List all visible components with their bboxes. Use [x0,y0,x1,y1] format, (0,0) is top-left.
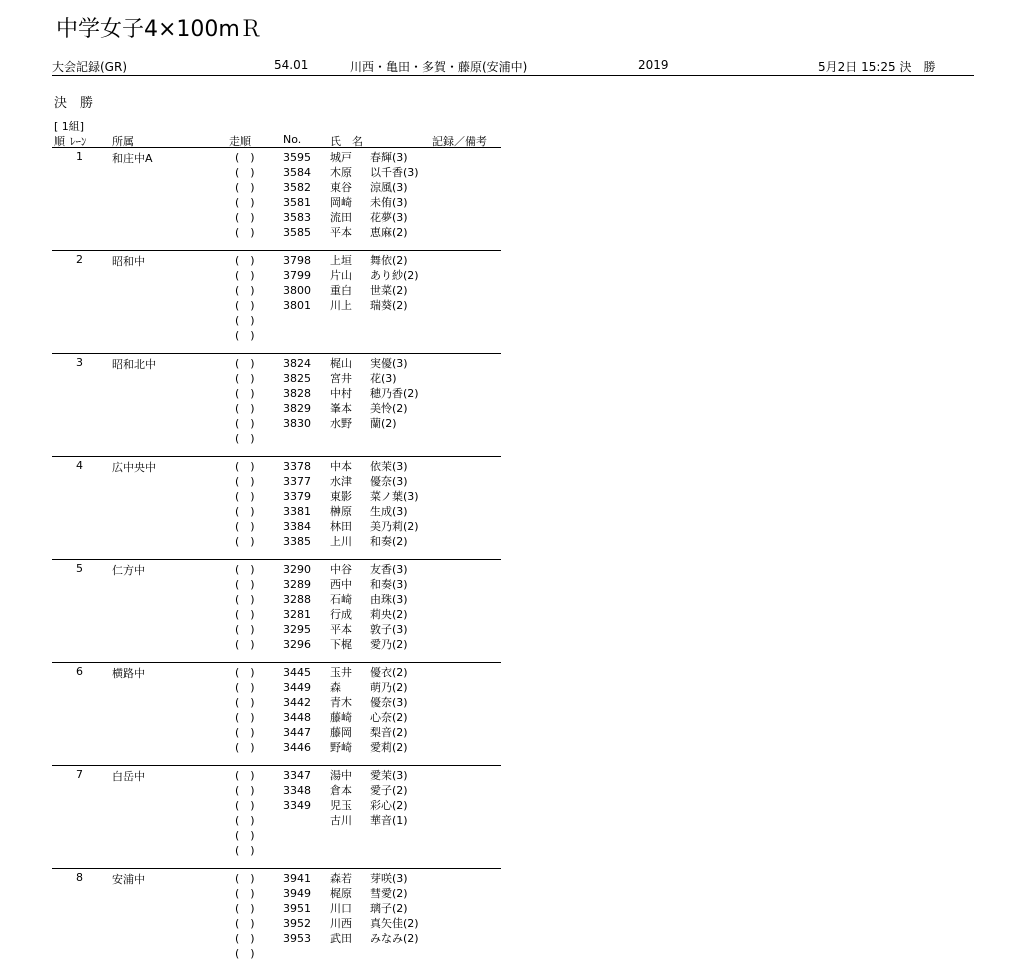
athlete-row [52,268,501,283]
athlete-given-name: 花(3) [370,372,397,385]
athlete-row [52,695,501,710]
run-order: ( ) [235,181,255,194]
athlete-given-name: 心奈(2) [370,711,408,724]
athlete-given-name: 真矢佳(2) [370,917,419,930]
run-order: ( ) [235,211,255,224]
athlete-given-name: 愛莉(2) [370,741,408,754]
team-lane: 7 [76,768,83,781]
athlete-row [52,504,501,519]
run-order: ( ) [235,814,255,827]
athlete-row [52,916,501,931]
athlete-surname: 古川 [330,814,352,827]
athlete-given-name: 以千香(3) [370,166,419,179]
run-order: ( ) [235,166,255,179]
athlete-surname: 川口 [330,902,352,915]
bib-number: 3379 [283,490,311,503]
bib-number: 3448 [283,711,311,724]
run-order: ( ) [235,254,255,267]
team-name: 安浦中 [112,873,145,886]
team-lane: 3 [76,356,83,369]
header-record: 記録／備考 [432,135,487,148]
athlete-row [52,386,501,401]
athlete-given-name: 愛子(2) [370,784,408,797]
athlete-surname: 行成 [330,608,352,621]
team-separator [52,559,501,560]
athlete-surname: 下梶 [330,638,352,651]
bib-number: 3446 [283,741,311,754]
run-order: ( ) [235,329,255,342]
athlete-given-name: 萌乃(2) [370,681,408,694]
athlete-surname: 梶原 [330,887,352,900]
athlete-surname: 上垣 [330,254,352,267]
team-name: 横路中 [112,667,145,680]
athlete-row [52,165,501,180]
meet-record-line [52,58,974,76]
athlete-given-name: 優奈(3) [370,696,408,709]
team-lane: 6 [76,665,83,678]
run-order: ( ) [235,417,255,430]
record-year: 2019 [638,58,669,72]
bib-number: 3288 [283,593,311,606]
run-order: ( ) [235,460,255,473]
run-order: ( ) [235,432,255,445]
athlete-row [52,828,501,843]
run-order: ( ) [235,829,255,842]
bib-number: 3348 [283,784,311,797]
athlete-given-name: みなみ(2) [370,932,419,945]
group-label: [ 1組] [54,120,85,133]
run-order: ( ) [235,196,255,209]
run-order: ( ) [235,284,255,297]
team-name: 昭和北中 [112,358,156,371]
athlete-given-name: 和奏(3) [370,578,408,591]
athlete-row [52,416,501,431]
athlete-surname: 川上 [330,299,352,312]
athlete-row [52,768,501,783]
athlete-surname: 玉井 [330,666,352,679]
athlete-row [52,298,501,313]
athlete-given-name: 美怜(2) [370,402,408,415]
athlete-surname: 西中 [330,578,352,591]
run-order: ( ) [235,666,255,679]
athlete-surname: 片山 [330,269,352,282]
header-no: No. [283,133,302,146]
athlete-row [52,783,501,798]
team-separator [52,868,501,869]
bib-number: 3583 [283,211,311,224]
run-order: ( ) [235,402,255,415]
athlete-surname: 水野 [330,417,352,430]
athlete-given-name: 敦子(3) [370,623,408,636]
athlete-surname: 木原 [330,166,352,179]
athlete-row [52,328,501,343]
athlete-given-name: 彩心(2) [370,799,408,812]
athlete-surname: 林田 [330,520,352,533]
bib-number: 3381 [283,505,311,518]
athlete-given-name: 恵麻(2) [370,226,408,239]
header-rank: 順 [54,135,65,148]
bib-number: 3953 [283,932,311,945]
bib-number: 3349 [283,799,311,812]
run-order: ( ) [235,269,255,282]
record-time: 54.01 [274,58,309,72]
athlete-given-name: 優奈(3) [370,475,408,488]
athlete-surname: 森 [330,681,341,694]
column-header [52,133,501,148]
athlete-given-name: 愛乃(2) [370,638,408,651]
athlete-given-name: 依茉(3) [370,460,408,473]
athlete-surname: 宮井 [330,372,352,385]
athlete-row [52,195,501,210]
athlete-surname: 藤崎 [330,711,352,724]
athlete-surname: 上川 [330,535,352,548]
team-separator [52,456,501,457]
athlete-surname: 川西 [330,917,352,930]
team-lane: 4 [76,459,83,472]
athlete-given-name: 華音(1) [370,814,408,827]
athlete-row [52,622,501,637]
athlete-given-name: 穂乃香(2) [370,387,419,400]
athlete-row [52,740,501,755]
athlete-row [52,665,501,680]
athlete-surname: 中村 [330,387,352,400]
athlete-row [52,356,501,371]
header-lane: ﾚｰﾝ [70,135,87,148]
bib-number: 3824 [283,357,311,370]
athlete-given-name: 世菜(2) [370,284,408,297]
run-order: ( ) [235,535,255,548]
run-order: ( ) [235,872,255,885]
bib-number: 3800 [283,284,311,297]
athlete-row [52,843,501,858]
athlete-row [52,253,501,268]
athlete-given-name: 優衣(2) [370,666,408,679]
bib-number: 3295 [283,623,311,636]
athlete-given-name: 実優(3) [370,357,408,370]
athlete-given-name: 芽咲(3) [370,872,408,885]
bib-number: 3296 [283,638,311,651]
athlete-surname: 倉本 [330,784,352,797]
run-order: ( ) [235,608,255,621]
athlete-row [52,592,501,607]
athlete-given-name: 美乃莉(2) [370,520,419,533]
athlete-given-name: 春輝(3) [370,151,408,164]
run-order: ( ) [235,681,255,694]
athlete-row [52,431,501,446]
athlete-row [52,150,501,165]
run-order: ( ) [235,490,255,503]
run-order: ( ) [235,741,255,754]
athlete-row [52,901,501,916]
athlete-given-name: 涼風(3) [370,181,408,194]
athlete-row [52,313,501,328]
run-order: ( ) [235,769,255,782]
athlete-surname: 青木 [330,696,352,709]
run-order: ( ) [235,387,255,400]
header-name: 氏 名 [330,135,363,148]
athlete-surname: 重白 [330,284,352,297]
athlete-row [52,474,501,489]
athlete-row [52,283,501,298]
athlete-surname: 藤岡 [330,726,352,739]
run-order: ( ) [235,151,255,164]
run-order: ( ) [235,902,255,915]
team-name: 白岳中 [112,770,145,783]
athlete-row [52,725,501,740]
athlete-given-name: 璃子(2) [370,902,408,915]
page-title: 中学女子4×100mＲ [56,17,262,42]
athlete-given-name: 由珠(3) [370,593,408,606]
bib-number: 3825 [283,372,311,385]
athlete-row [52,577,501,592]
bib-number: 3442 [283,696,311,709]
athlete-surname: 野崎 [330,741,352,754]
athlete-surname: 岡崎 [330,196,352,209]
bib-number: 3290 [283,563,311,576]
athlete-surname: 峯本 [330,402,352,415]
header-order: 走順 [229,135,251,148]
team-separator [52,662,501,663]
athlete-surname: 森若 [330,872,352,885]
team-lane: 2 [76,253,83,266]
run-order: ( ) [235,917,255,930]
run-order: ( ) [235,887,255,900]
athlete-row [52,519,501,534]
bib-number: 3582 [283,181,311,194]
athlete-surname: 梶山 [330,357,352,370]
run-order: ( ) [235,844,255,857]
athlete-given-name: 彗愛(2) [370,887,408,900]
run-order: ( ) [235,314,255,327]
athlete-given-name: 生成(3) [370,505,408,518]
athlete-row [52,225,501,240]
run-order: ( ) [235,226,255,239]
athlete-row [52,710,501,725]
bib-number: 3385 [283,535,311,548]
run-order: ( ) [235,299,255,312]
athlete-row [52,401,501,416]
bib-number: 3829 [283,402,311,415]
team-name: 広中央中 [112,461,156,474]
run-order: ( ) [235,357,255,370]
athlete-row [52,637,501,652]
athlete-given-name: 和奏(2) [370,535,408,548]
bib-number: 3828 [283,387,311,400]
athlete-surname: 平本 [330,623,352,636]
athlete-surname: 水津 [330,475,352,488]
athlete-surname: 東影 [330,490,352,503]
bib-number: 3449 [283,681,311,694]
run-order: ( ) [235,563,255,576]
event-datetime: 5月2日 15:25 決 勝 [818,60,936,74]
round-title: 決 勝 [54,96,94,111]
team-separator [52,353,501,354]
bib-number: 3447 [283,726,311,739]
bib-number: 3289 [283,578,311,591]
athlete-given-name: 未侑(3) [370,196,408,209]
bib-number: 3378 [283,460,311,473]
bib-number: 3952 [283,917,311,930]
team-name: 和庄中A [112,152,153,165]
athlete-given-name: 梨音(2) [370,726,408,739]
run-order: ( ) [235,638,255,651]
record-holders: 川西・亀田・多賀・藤原(安浦中) [350,60,528,74]
run-order: ( ) [235,711,255,724]
athlete-row [52,210,501,225]
team-name: 昭和中 [112,255,145,268]
bib-number: 3798 [283,254,311,267]
athlete-row [52,371,501,386]
run-order: ( ) [235,726,255,739]
athlete-row [52,607,501,622]
header-team: 所属 [112,135,134,148]
run-order: ( ) [235,505,255,518]
athlete-row [52,680,501,695]
athlete-surname: 武田 [330,932,352,945]
athlete-row [52,886,501,901]
bib-number: 3949 [283,887,311,900]
athlete-surname: 榊原 [330,505,352,518]
run-order: ( ) [235,947,255,960]
bib-number: 3581 [283,196,311,209]
athlete-row [52,534,501,549]
bib-number: 3384 [283,520,311,533]
athlete-given-name: 瑞葵(2) [370,299,408,312]
bib-number: 3941 [283,872,311,885]
athlete-given-name: 莉央(2) [370,608,408,621]
bib-number: 3951 [283,902,311,915]
run-order: ( ) [235,578,255,591]
run-order: ( ) [235,475,255,488]
bib-number: 3445 [283,666,311,679]
bib-number: 3595 [283,151,311,164]
athlete-given-name: 蘭(2) [370,417,397,430]
bib-number: 3799 [283,269,311,282]
athlete-row [52,489,501,504]
athlete-surname: 児玉 [330,799,352,812]
run-order: ( ) [235,372,255,385]
athlete-given-name: 友香(3) [370,563,408,576]
athlete-given-name: 愛茉(3) [370,769,408,782]
run-order: ( ) [235,520,255,533]
athlete-surname: 湯中 [330,769,352,782]
run-order: ( ) [235,784,255,797]
athlete-given-name: 花夢(3) [370,211,408,224]
athlete-row [52,180,501,195]
athlete-surname: 中谷 [330,563,352,576]
bib-number: 3377 [283,475,311,488]
run-order: ( ) [235,799,255,812]
bib-number: 3281 [283,608,311,621]
bib-number: 3585 [283,226,311,239]
team-lane: 5 [76,562,83,575]
team-separator [52,250,501,251]
athlete-row [52,931,501,946]
athlete-surname: 城戸 [330,151,352,164]
record-label: 大会記録(GR) [52,60,128,74]
run-order: ( ) [235,623,255,636]
athlete-row [52,562,501,577]
athlete-row [52,946,501,961]
run-order: ( ) [235,696,255,709]
team-lane: 8 [76,871,83,884]
bib-number: 3347 [283,769,311,782]
team-name: 仁方中 [112,564,145,577]
team-separator [52,765,501,766]
athlete-given-name: あり紗(2) [370,269,419,282]
athlete-given-name: 菜ノ葉(3) [370,490,419,503]
athlete-row [52,871,501,886]
bib-number: 3830 [283,417,311,430]
athlete-surname: 東谷 [330,181,352,194]
athlete-row [52,459,501,474]
athlete-row [52,813,501,828]
athlete-surname: 平本 [330,226,352,239]
bib-number: 3801 [283,299,311,312]
athlete-surname: 流田 [330,211,352,224]
athlete-given-name: 舞依(2) [370,254,408,267]
team-lane: 1 [76,150,83,163]
athlete-row [52,798,501,813]
run-order: ( ) [235,593,255,606]
bib-number: 3584 [283,166,311,179]
athlete-surname: 中本 [330,460,352,473]
athlete-surname: 石崎 [330,593,352,606]
run-order: ( ) [235,932,255,945]
